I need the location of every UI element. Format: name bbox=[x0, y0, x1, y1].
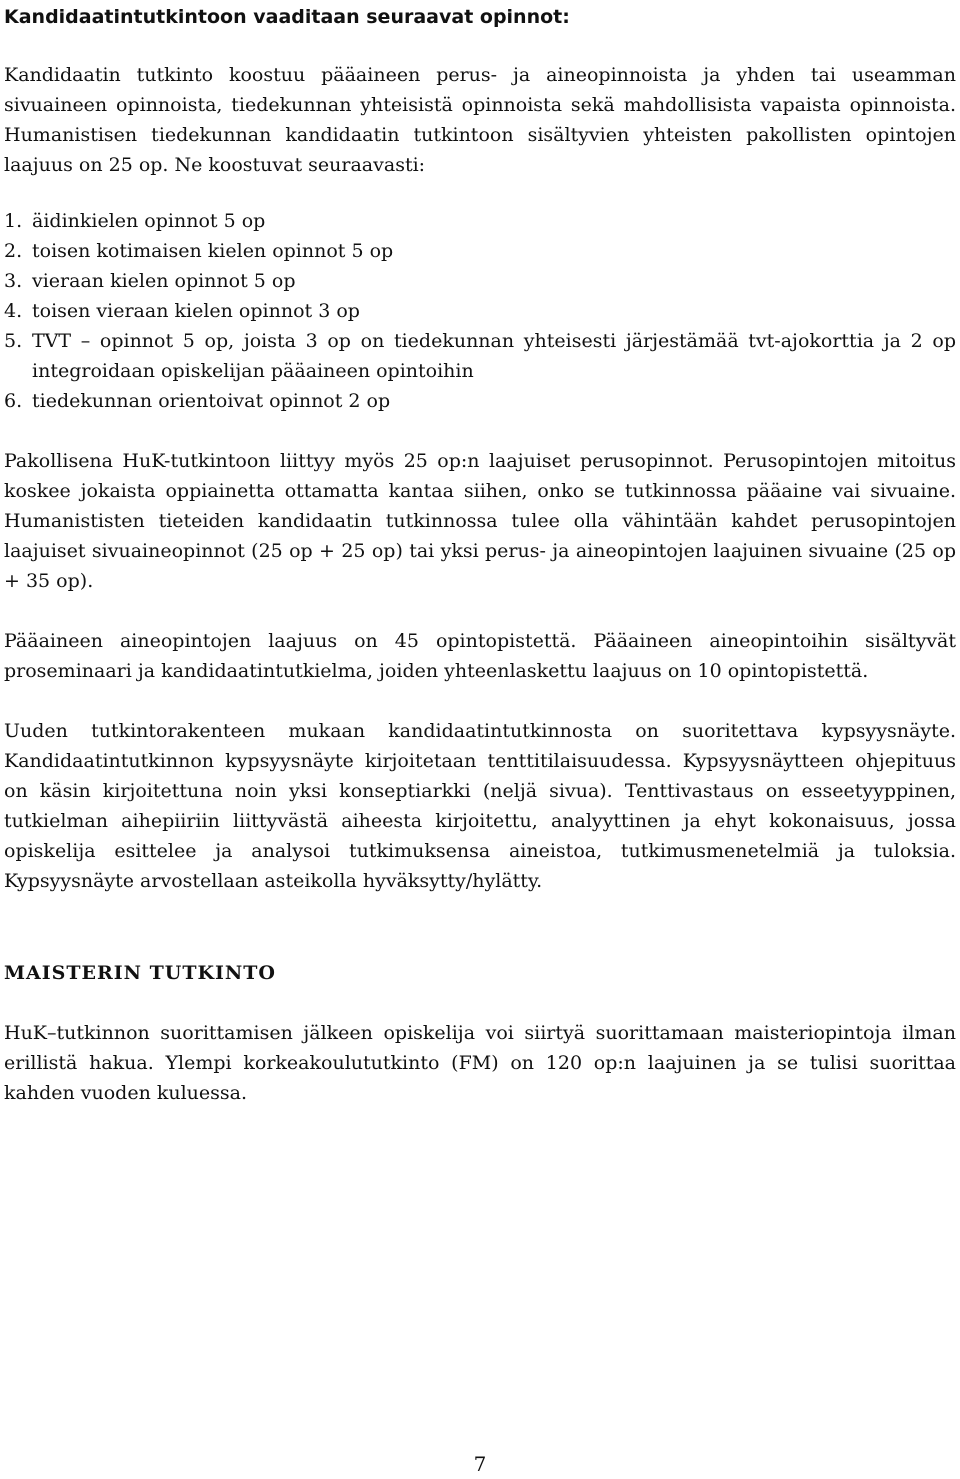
section-heading: Kandidaatintutkintoon vaaditaan seuraavat opinnot: bbox=[4, 6, 570, 28]
list-item-number: 2. bbox=[4, 240, 23, 262]
list-item bbox=[4, 386, 956, 416]
body-paragraph: Uuden tutkintorakenteen mukaan kandidaatintutkinnosta on suoritettava kypsyysnäyte. Kandidaatintutkinnon kypsyysnäyte kirjoitetaan tenttitilaisuudessa. Kypsyysnäytteen ohjepituus on käsin kirjoitettuna noin yksi konseptiarkki (neljä sivua). Tenttivastaus on esseetyyppinen, tutkielman aihepiiriin liittyvästä aiheesta kirjoitettu, analyyttinen ja ehyt kokonaisuus, jossa opiskelija esittelee ja analysoi tutkimuksensa aineistoa, tutkimusmenetelmiä ja tuloksia. Kypsyysnäyte arvostellaan asteikolla hyväksytty/hylätty. bbox=[4, 720, 956, 892]
page-number: 7 bbox=[473, 1452, 487, 1476]
document-page bbox=[4, 0, 956, 1108]
list-item bbox=[4, 236, 956, 266]
list-item-text: TVT – opinnot 5 op, joista 3 op on tiedekunnan yhteisesti järjestämää tvt-ajokorttia ja 2 op integroidaan opiskelijan pääaineen opintoihin bbox=[32, 330, 956, 382]
body-paragraph: Pakollisena HuK-tutkintoon liittyy myös 25 op:n laajuiset perusopinnot. Perusopintojen mitoitus koskee jokaista oppiainetta ottamatta kantaa siihen, onko se tutkinnossa pääaine vai sivuaine. Humanististen tieteiden kandidaatin tutkinnossa tulee olla vähintään kahdet perusopintojen laajuiset sivuaineopinnot (25 op + 25 op) tai yksi perus- ja aineopintojen laajuinen sivuaine (25 op + 35 op). bbox=[4, 450, 956, 592]
masters-paragraph: HuK–tutkinnon suorittamisen jälkeen opiskelija voi siirtyä suorittamaan maisteriopintoja ilman erillistä hakua. Ylempi korkeakoulututkinto (FM) on 120 op:n laajuinen ja se tulisi suorittaa kahden vuoden kuluessa. bbox=[4, 1022, 956, 1104]
list-item-text: äidinkielen opinnot 5 op bbox=[32, 210, 266, 232]
list-item-number: 5. bbox=[4, 330, 23, 352]
list-item bbox=[4, 206, 956, 236]
body-paragraph: Pääaineen aineopintojen laajuus on 45 opintopistettä. Pääaineen aineopintoihin sisältyvät proseminaari ja kandidaatintutkielma, joiden yhteenlaskettu laajuus on 10 opintopistettä. bbox=[4, 630, 956, 682]
list-item-number: 6. bbox=[4, 390, 23, 412]
list-item-number: 4. bbox=[4, 300, 23, 322]
list-item-text: toisen kotimaisen kielen opinnot 5 op bbox=[32, 240, 394, 262]
list-item-text: tiedekunnan orientoivat opinnot 2 op bbox=[32, 390, 391, 412]
list-item bbox=[4, 296, 956, 326]
list-item-number: 3. bbox=[4, 270, 23, 292]
list-item-text: vieraan kielen opinnot 5 op bbox=[32, 270, 296, 292]
masters-heading: MAISTERIN TUTKINTO bbox=[4, 962, 276, 984]
intro-paragraph: Kandidaatin tutkinto koostuu pääaineen perus- ja aineopinnoista ja yhden tai useamman sivuaineen opinnoista, tiedekunnan yhteisistä opinnoista sekä mahdollisista vapaista opinnoista. Humanistisen tiedekunnan kandidaatin tutkintoon sisältyvien yhteisten pakollisten opintojen laajuus on 25 op. Ne koostuvat seuraavasti: bbox=[4, 64, 956, 176]
list-item-number: 1. bbox=[4, 210, 23, 232]
required-studies-list bbox=[4, 206, 956, 416]
list-item bbox=[4, 266, 956, 296]
list-item bbox=[4, 326, 956, 386]
list-item-text: toisen vieraan kielen opinnot 3 op bbox=[32, 300, 360, 322]
